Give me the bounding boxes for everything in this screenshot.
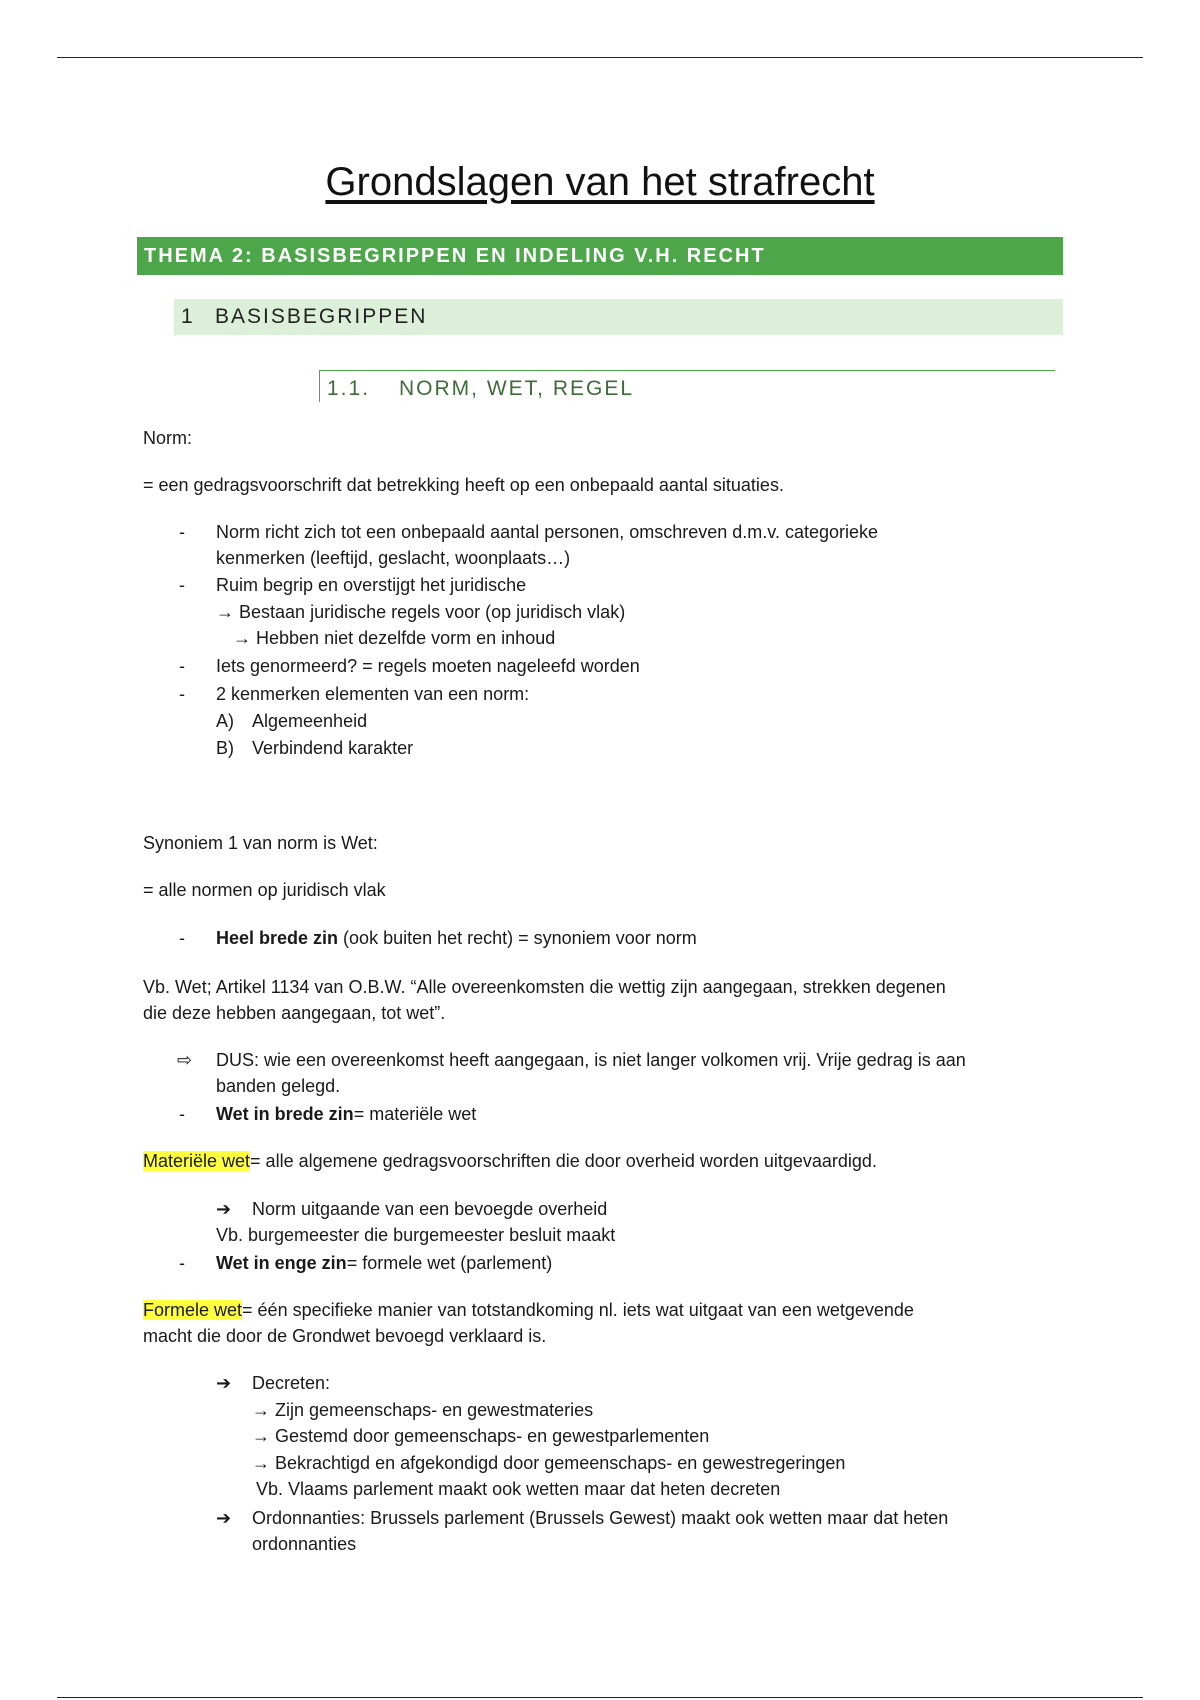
ordonnanties-line-1: Ordonnanties: Brussels parlement (Brussels Gewest) maakt ook wetten maar dat heten xyxy=(252,1508,949,1528)
vb-line-2: die deze hebben aangegaan, tot wet”. xyxy=(143,1003,446,1023)
dus-line-2: banden gelegd. xyxy=(216,1076,341,1096)
brede-zin-item: Heel brede zin (ook buiten het recht) = synoniem voor norm xyxy=(216,928,697,948)
dus-line-1: DUS: wie een overeenkomst heeft aangegaan, is niet langer volkomen vrij. Vrije gedrag is aan xyxy=(216,1050,966,1070)
ordonnanties-line-2: ordonnanties xyxy=(252,1534,357,1554)
bullet-dash: - xyxy=(179,522,185,542)
list-letter-a: A) xyxy=(216,711,234,731)
hollow-arrow-icon: ⇨ xyxy=(177,1050,193,1070)
list-item-b: Verbindend karakter xyxy=(252,738,414,758)
bold-arrow-icon: ➔ xyxy=(216,1508,232,1528)
bullet-dash: - xyxy=(179,575,185,595)
formele-wet-line-2: macht die door de Grondwet bevoegd verklaard is. xyxy=(143,1326,547,1346)
decreten-label: Decreten: xyxy=(252,1373,331,1393)
vb-burgemeester: Vb. burgemeester die burgemeester besluit maakt xyxy=(216,1225,616,1245)
bullet-dash: - xyxy=(179,684,185,704)
bottom-rule xyxy=(57,1697,1143,1698)
top-rule xyxy=(57,57,1143,58)
norm-label: Norm: xyxy=(143,428,192,448)
document-title: Grondslagen van het strafrecht xyxy=(325,160,875,204)
bullet-dash: - xyxy=(179,1104,185,1124)
norm-uitgaande: Norm uitgaande van een bevoegde overheid xyxy=(252,1199,608,1219)
bullet-dash: - xyxy=(179,1253,185,1273)
arrow-icon: → xyxy=(252,1400,270,1420)
formele-wet-definition: Formele wet= één specifieke manier van totstandkoming nl. iets wat uitgaat van een wetgevende xyxy=(143,1300,914,1320)
materiele-wet-definition: Materiële wet= alle algemene gedragsvoorschriften die door overheid worden uitgevaardigd. xyxy=(143,1151,877,1171)
norm-item-1b: kenmerken (leeftijd, geslacht, woonplaats…) xyxy=(216,548,571,568)
section-heading xyxy=(174,299,1063,335)
arrow-icon: → xyxy=(252,1426,270,1446)
arrow-icon: → xyxy=(252,1453,270,1473)
subsection-heading xyxy=(319,370,1055,402)
subsection-number: 1.1. xyxy=(327,377,371,400)
highlight-term: Materiële wet xyxy=(143,1151,251,1171)
wet-brede-item: Wet in brede zin= materiële wet xyxy=(216,1104,477,1124)
vb-line-1: Vb. Wet; Artikel 1134 van O.B.W. “Alle overeenkomsten die wettig zijn aangegaan, strekken degenen xyxy=(143,977,946,997)
synoniem-line: Synoniem 1 van norm is Wet: xyxy=(143,833,378,853)
list-item-a: Algemeenheid xyxy=(252,711,368,731)
highlight-term: Formele wet xyxy=(143,1300,243,1320)
decreten-item-3: → Bekrachtigd en afgekondigd door gemeenschaps- en gewestregeringen xyxy=(252,1450,845,1476)
decreten-vb: Vb. Vlaams parlement maakt ook wetten maar dat heten decreten xyxy=(256,1479,781,1499)
norm-item-2: Ruim begrip en overstijgt het juridische xyxy=(216,575,527,595)
norm-item-1a: Norm richt zich tot een onbepaald aantal personen, omschreven d.m.v. categorieke xyxy=(216,522,879,542)
norm-item-3: Iets genormeerd? = regels moeten nageleefd worden xyxy=(216,656,640,676)
bold-arrow-icon: ➔ xyxy=(216,1373,232,1393)
norm-item-4: 2 kenmerken elementen van een norm: xyxy=(216,684,530,704)
thema-heading: THEMA 2: BASISBEGRIPPEN EN INDELING V.H. RECHT xyxy=(137,237,1063,275)
norm-subitem-2: → Hebben niet dezelfde vorm en inhoud xyxy=(233,625,555,651)
bold-arrow-icon: ➔ xyxy=(216,1199,232,1219)
list-letter-b: B) xyxy=(216,738,234,758)
wet-definition: = alle normen op juridisch vlak xyxy=(143,880,386,900)
norm-subitem-1: → Bestaan juridische regels voor (op juridisch vlak) xyxy=(216,599,625,625)
bullet-dash: - xyxy=(179,928,185,948)
arrow-icon: → xyxy=(216,602,234,622)
bullet-dash: - xyxy=(179,656,185,676)
subsection-label: NORM, WET, REGEL xyxy=(399,377,635,400)
wet-enge-item: Wet in enge zin= formele wet (parlement) xyxy=(216,1253,553,1273)
decreten-item-1: → Zijn gemeenschaps- en gewestmateries xyxy=(252,1397,593,1423)
section-label: BASISBEGRIPPEN xyxy=(215,305,428,328)
decreten-item-2: → Gestemd door gemeenschaps- en gewestparlementen xyxy=(252,1423,709,1449)
norm-definition: = een gedragsvoorschrift dat betrekking heeft op een onbepaald aantal situaties. xyxy=(143,475,784,495)
arrow-icon: → xyxy=(233,628,251,648)
section-number: 1 xyxy=(181,305,195,328)
